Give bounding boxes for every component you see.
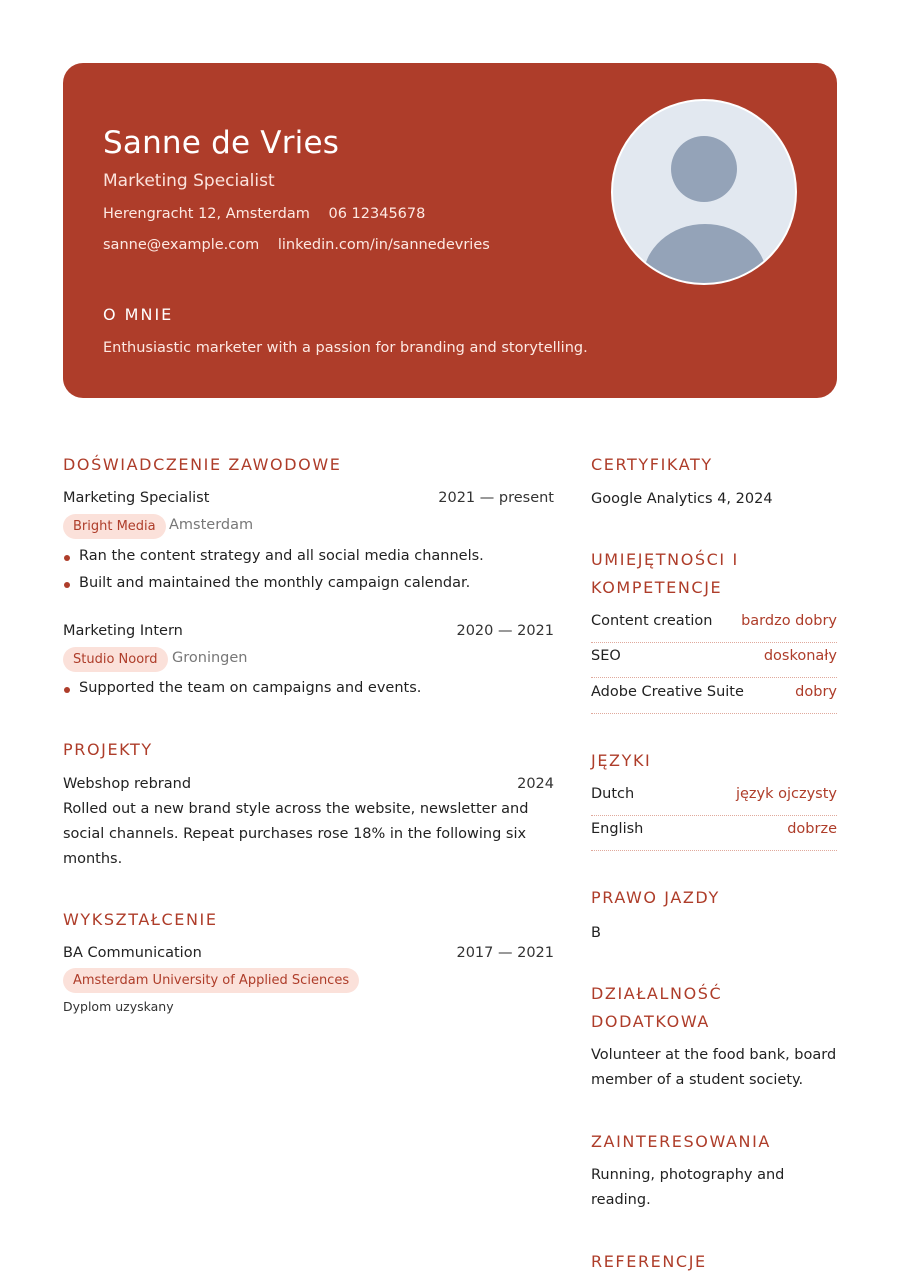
project-name: Webshop rebrand bbox=[63, 776, 192, 792]
education-title: WYKSZTAŁCENIE bbox=[63, 910, 218, 929]
activities-title bbox=[591, 980, 722, 1036]
experience-dates: 2021 — present bbox=[438, 490, 554, 506]
education-dates: 2017 — 2021 bbox=[456, 945, 554, 961]
activities-text bbox=[591, 1043, 837, 1093]
experience-position: Marketing Specialist bbox=[63, 490, 210, 506]
candidate-name: Sanne de Vries bbox=[103, 125, 340, 161]
skill-name: Adobe Creative Suite bbox=[591, 684, 744, 700]
candidate-role: Marketing Specialist bbox=[103, 171, 275, 191]
bullet-text: Built and maintained the monthly campaign calendar. bbox=[79, 575, 471, 591]
email-link[interactable]: sanne@example.com bbox=[103, 237, 260, 253]
interests-text-line: reading. bbox=[591, 1192, 651, 1208]
skill-row bbox=[591, 607, 837, 643]
skills-title-line: KOMPETENCJE bbox=[591, 578, 723, 597]
skill-level: bardzo dobry bbox=[741, 613, 837, 629]
skill-name: SEO bbox=[591, 648, 621, 664]
address: Herengracht 12, Amsterdam bbox=[103, 206, 310, 222]
company-badge: Bright Media bbox=[63, 514, 166, 539]
skills-title-line: UMIEJĘTNOŚCI I bbox=[591, 550, 739, 569]
project-year: 2024 bbox=[517, 776, 554, 792]
bullet-dot bbox=[64, 687, 70, 693]
language-level: dobrze bbox=[787, 821, 837, 837]
phone: 06 12345678 bbox=[328, 206, 426, 222]
interests-text-line: Running, photography and bbox=[591, 1167, 785, 1183]
activities-title-line: DZIAŁALNOŚĆ bbox=[591, 984, 723, 1003]
experience-bullet bbox=[63, 680, 421, 696]
license-title: PRAWO JAZDY bbox=[591, 888, 720, 907]
school-badge: Amsterdam University of Applied Sciences bbox=[63, 968, 359, 993]
projects-title: PROJEKTY bbox=[63, 740, 153, 759]
bullet-dot bbox=[64, 555, 70, 561]
education-degree: BA Communication bbox=[63, 945, 202, 961]
language-name: Dutch bbox=[591, 786, 635, 802]
experience-title: DOŚWIADCZENIE ZAWODOWE bbox=[63, 455, 342, 474]
avatar-body bbox=[643, 224, 767, 285]
company-badge: Studio Noord bbox=[63, 647, 168, 672]
experience-bullet bbox=[63, 548, 484, 564]
skill-level: dobry bbox=[795, 684, 837, 700]
references-title: REFERENCJE bbox=[591, 1252, 707, 1271]
languages-title: JĘZYKI bbox=[591, 751, 652, 770]
project-description-line: months. bbox=[63, 851, 123, 867]
skill-row bbox=[591, 642, 837, 678]
avatar-head bbox=[671, 136, 737, 202]
header-card bbox=[63, 63, 837, 398]
experience-dates: 2020 — 2021 bbox=[456, 623, 554, 639]
experience-location: Groningen bbox=[172, 650, 248, 666]
activities-text-line: Volunteer at the food bank, board bbox=[591, 1047, 837, 1063]
skills-title bbox=[591, 546, 739, 602]
bullet-dot bbox=[64, 582, 70, 588]
bullet-text: Supported the team on campaigns and events. bbox=[79, 680, 422, 696]
skill-name: Content creation bbox=[591, 613, 713, 629]
project-description-line: Rolled out a new brand style across the website, newsletter and bbox=[63, 801, 529, 817]
bullet-text: Ran the content strategy and all social media channels. bbox=[79, 548, 484, 564]
about-text: Enthusiastic marketer with a passion for branding and storytelling. bbox=[103, 340, 588, 356]
contact-row-2 bbox=[103, 237, 504, 253]
language-level: język ojczysty bbox=[735, 786, 837, 802]
certificates-title: CERTYFIKATY bbox=[591, 455, 713, 474]
activities-title-line: DODATKOWA bbox=[591, 1012, 710, 1031]
project-description bbox=[63, 797, 553, 872]
skill-row bbox=[591, 678, 837, 714]
skill-level: doskonały bbox=[763, 648, 837, 664]
language-name: English bbox=[591, 821, 644, 837]
interests-text bbox=[591, 1163, 837, 1213]
experience-location: Amsterdam bbox=[169, 517, 254, 533]
license-value: B bbox=[591, 925, 601, 941]
certificate-item: Google Analytics 4, 2024 bbox=[591, 491, 773, 507]
interests-title: ZAINTERESOWANIA bbox=[591, 1132, 771, 1151]
linkedin-link[interactable]: linkedin.com/in/sannedevries bbox=[277, 237, 490, 253]
experience-position: Marketing Intern bbox=[63, 623, 183, 639]
person-placeholder-icon bbox=[611, 99, 797, 285]
language-row bbox=[591, 780, 837, 816]
education-note: Dyplom uzyskany bbox=[63, 999, 174, 1014]
contact-row-1 bbox=[103, 206, 439, 222]
project-description-line: social channels. Repeat purchases rose 18% in the following six bbox=[63, 826, 527, 842]
about-title: O MNIE bbox=[103, 305, 174, 324]
language-row bbox=[591, 815, 837, 851]
activities-text-line: member of a student society. bbox=[591, 1072, 804, 1088]
experience-bullet bbox=[63, 575, 470, 591]
